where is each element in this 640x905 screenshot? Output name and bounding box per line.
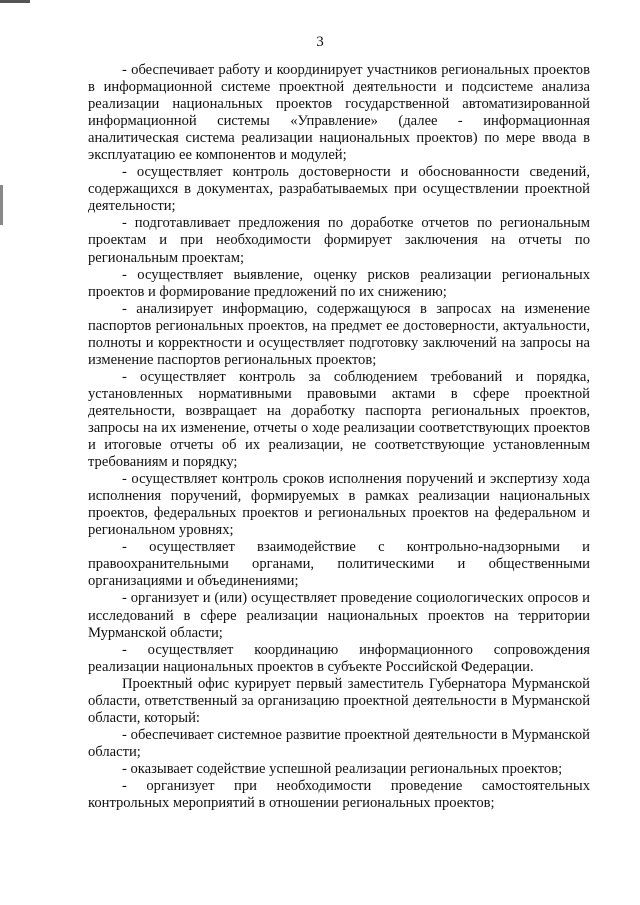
paragraph: - обеспечивает системное развитие проектной деятельности в Мурманской области; xyxy=(88,726,590,760)
document-body xyxy=(88,62,590,812)
paragraph: - осуществляет взаимодействие с контрольно-надзорными и правоохранительными органами, политическими и общественными организациями и объединениями; xyxy=(88,539,590,590)
paragraph: Проектный офис курирует первый заместитель Губернатора Мурманской области, ответственный за организацию проектной деятельности в Мурманской области, который: xyxy=(88,675,590,726)
scan-edge-mark xyxy=(0,185,3,225)
paragraph: - организует при необходимости проведение самостоятельных контрольных мероприятий в отношении региональных проектов; xyxy=(88,777,590,812)
paragraph: - осуществляет контроль сроков исполнения поручений и экспертизу хода исполнения поручений, формируемых в рамках реализации национальных проектов, федеральных проектов и региональных проектов на федеральном и региональном уровнях; xyxy=(88,471,590,539)
page-number: 3 xyxy=(316,34,324,50)
paragraph: - осуществляет контроль за соблюдением требований и порядка, установленных нормативными правовыми актами в сфере проектной деятельности, возвращает на доработку паспорта региональных проектов, запросы на их изменение, отчеты о ходе реализации соответствующих проектов и итоговые отчеты об их реализации, не соответствующие установленным требованиям и порядку; xyxy=(88,368,590,471)
paragraph: - осуществляет координацию информационного сопровождения реализации национальных проектов в субъекте Российской Федерации. xyxy=(88,641,590,675)
paragraph: - подготавливает предложения по доработке отчетов по региональным проектам и при необходимости формирует заключения на отчеты по региональным проектам; xyxy=(88,215,590,266)
paragraph: - обеспечивает работу и координирует участников региональных проектов в информационной системе проектной деятельности и подсистеме анализа реализации национальных проектов государственной автоматизированной информационной системы «Управление» (далее - информационная аналитическая система реализации национальных проектов) по мере ввода в эксплуатацию ее компонентов и модулей; xyxy=(88,62,590,164)
scan-edge-mark xyxy=(0,0,30,3)
paragraph: - осуществляет выявление, оценку рисков реализации региональных проектов и формирование предложений по их снижению; xyxy=(88,266,590,300)
paragraph: - оказывает содействие успешной реализации региональных проектов; xyxy=(122,760,563,777)
paragraph: - анализирует информацию, содержащуюся в запросах на изменение паспортов региональных проектов, на предмет ее достоверности, актуальности, полноты и корректности и осуществляет подготовку заключений на запросы на изменение паспортов региональных проектов; xyxy=(88,300,590,368)
paragraph: - осуществляет контроль достоверности и обоснованности сведений, содержащихся в документах, разрабатываемых при осуществлении проектной деятельности; xyxy=(88,164,590,215)
paragraph: - организует и (или) осуществляет проведение социологических опросов и исследований в сфере реализации национальных проектов на территории Мурманской области; xyxy=(88,590,590,641)
